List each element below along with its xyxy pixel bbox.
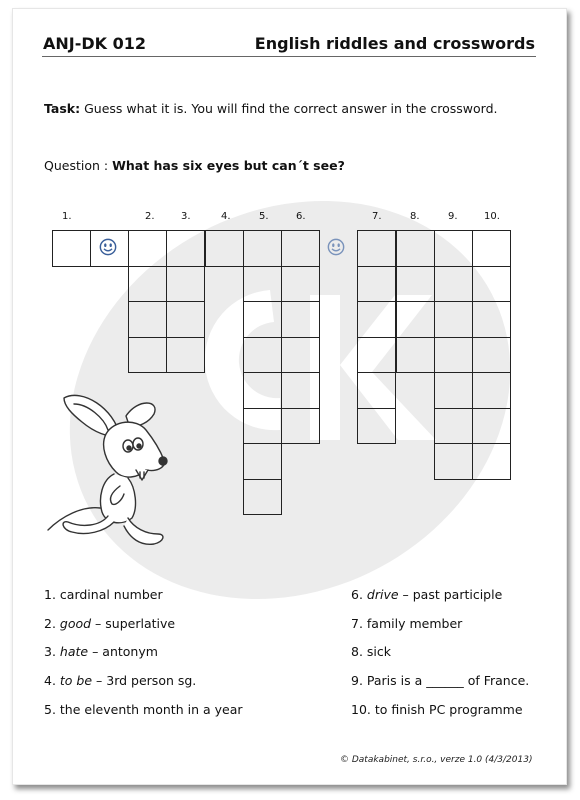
crossword-cell[interactable] [281,408,320,445]
column-number: 3. [181,211,191,222]
crossword-cell[interactable] [472,337,511,374]
clue-text: family member [366,615,463,631]
clue-number: 4. [44,673,60,689]
clue-text: – antonym [88,644,158,660]
riddle-question [44,158,345,173]
crossword-cell[interactable] [281,301,320,338]
crossword-cell[interactable] [357,266,396,303]
clue-item [44,587,163,602]
column-number: 8. [410,211,420,222]
crossword-cell[interactable] [243,408,282,445]
crossword-cell[interactable] [472,408,511,445]
clue-item [44,702,243,717]
column-number: 5. [259,211,269,222]
worksheet-code: ANJ-DK 012 [43,34,147,53]
crossword-cell[interactable] [128,230,167,267]
smiley-face-icon [327,238,345,256]
clue-text: – past participle [398,587,503,602]
crossword-cell[interactable] [472,230,511,267]
task-label: Task: [44,101,81,116]
crossword-cell[interactable] [243,266,282,303]
crossword-cell[interactable] [434,372,473,409]
crossword-cell[interactable] [128,337,167,374]
crossword-cell[interactable] [243,479,282,516]
crossword-cell[interactable] [396,230,435,267]
crossword-cell[interactable] [434,408,473,445]
copyright-footer: © Datakabinet, s.r.o., verze 1.0 (4/3/2013) [340,755,533,765]
crossword-cell[interactable] [166,301,205,338]
clue-text: Paris is a ______ of France. [366,673,530,689]
crossword-cell[interactable] [281,372,320,409]
clue-keyword: drive [366,587,399,602]
clue-text: cardinal number [59,587,163,602]
clue-number: 10. [351,701,375,717]
clue-number: 3. [44,644,60,660]
worksheet-title: English riddles and crosswords [254,34,535,53]
clue-item [351,616,462,631]
clue-number: 5. [44,701,60,717]
clue-text: the eleventh month in a year [59,701,243,717]
clue-text: – superlative [91,615,176,631]
column-number: 2. [145,211,155,222]
column-number: 9. [448,211,458,222]
column-number: 10. [484,211,500,222]
crossword-cell[interactable] [243,301,282,338]
column-number: 4. [221,211,231,222]
crossword-cell[interactable] [357,301,396,338]
clue-keyword: hate [59,644,89,660]
crossword-cell[interactable] [52,230,91,267]
clue-number: 9. [351,673,367,689]
clue-item [44,673,196,688]
crossword-cell[interactable] [166,337,205,374]
crossword-cell[interactable] [128,266,167,303]
crossword-cell[interactable] [243,443,282,480]
crossword-cell[interactable] [434,301,473,338]
crossword-cell[interactable] [281,230,320,267]
crossword-cell[interactable] [281,337,320,374]
clue-text: sick [366,644,392,660]
clue-number: 8. [351,644,367,660]
crossword-cell[interactable] [434,230,473,267]
header-divider [42,56,536,57]
crossword-cell[interactable] [396,301,435,338]
question-label: Question : [44,158,113,173]
crossword-cell[interactable] [357,230,396,267]
clue-item [351,644,391,659]
crossword-cell[interactable] [281,266,320,303]
crossword-cell[interactable] [472,443,511,480]
crossword-cell[interactable] [357,408,396,445]
crossword-cell[interactable] [434,337,473,374]
column-number: 1. [62,211,72,222]
crossword-cell[interactable] [243,337,282,374]
clue-number: 1. [44,587,60,602]
crossword-cell[interactable] [472,301,511,338]
crossword-cell[interactable] [128,301,167,338]
smiley-face-icon [99,238,117,256]
crossword-cell[interactable] [205,230,244,267]
clue-text: to finish PC programme [374,701,523,717]
crossword-cell[interactable] [166,230,205,267]
crossword-cell[interactable] [357,337,396,374]
question-text: What has six eyes but can´t see? [112,158,345,173]
cartoon-mouse-illustration [42,388,172,548]
crossword-cell[interactable] [243,372,282,409]
crossword-cell[interactable] [357,372,396,409]
clue-number: 2. [44,615,60,631]
clue-text: – 3rd person sg. [92,673,197,689]
clue-keyword: good [59,615,92,631]
clue-number: 7. [351,615,367,631]
clue-item [44,616,175,631]
clue-item [351,587,502,602]
clue-number: 6. [351,587,367,602]
task-instruction [44,101,498,116]
column-number: 6. [296,211,306,222]
crossword-cell[interactable] [166,266,205,303]
clue-item [351,673,529,688]
crossword-cell[interactable] [396,337,435,374]
crossword-cell[interactable] [434,266,473,303]
clue-item [351,702,523,717]
crossword-cell[interactable] [472,372,511,409]
clue-item [44,644,158,659]
crossword-cell[interactable] [434,443,473,480]
column-number: 7. [372,211,382,222]
crossword-cell[interactable] [243,230,282,267]
clue-keyword: to be [59,673,93,689]
crossword-cell[interactable] [472,266,511,303]
crossword-cell[interactable] [396,266,435,303]
task-text: Guess what it is. You will find the correct answer in the crossword. [80,101,498,116]
